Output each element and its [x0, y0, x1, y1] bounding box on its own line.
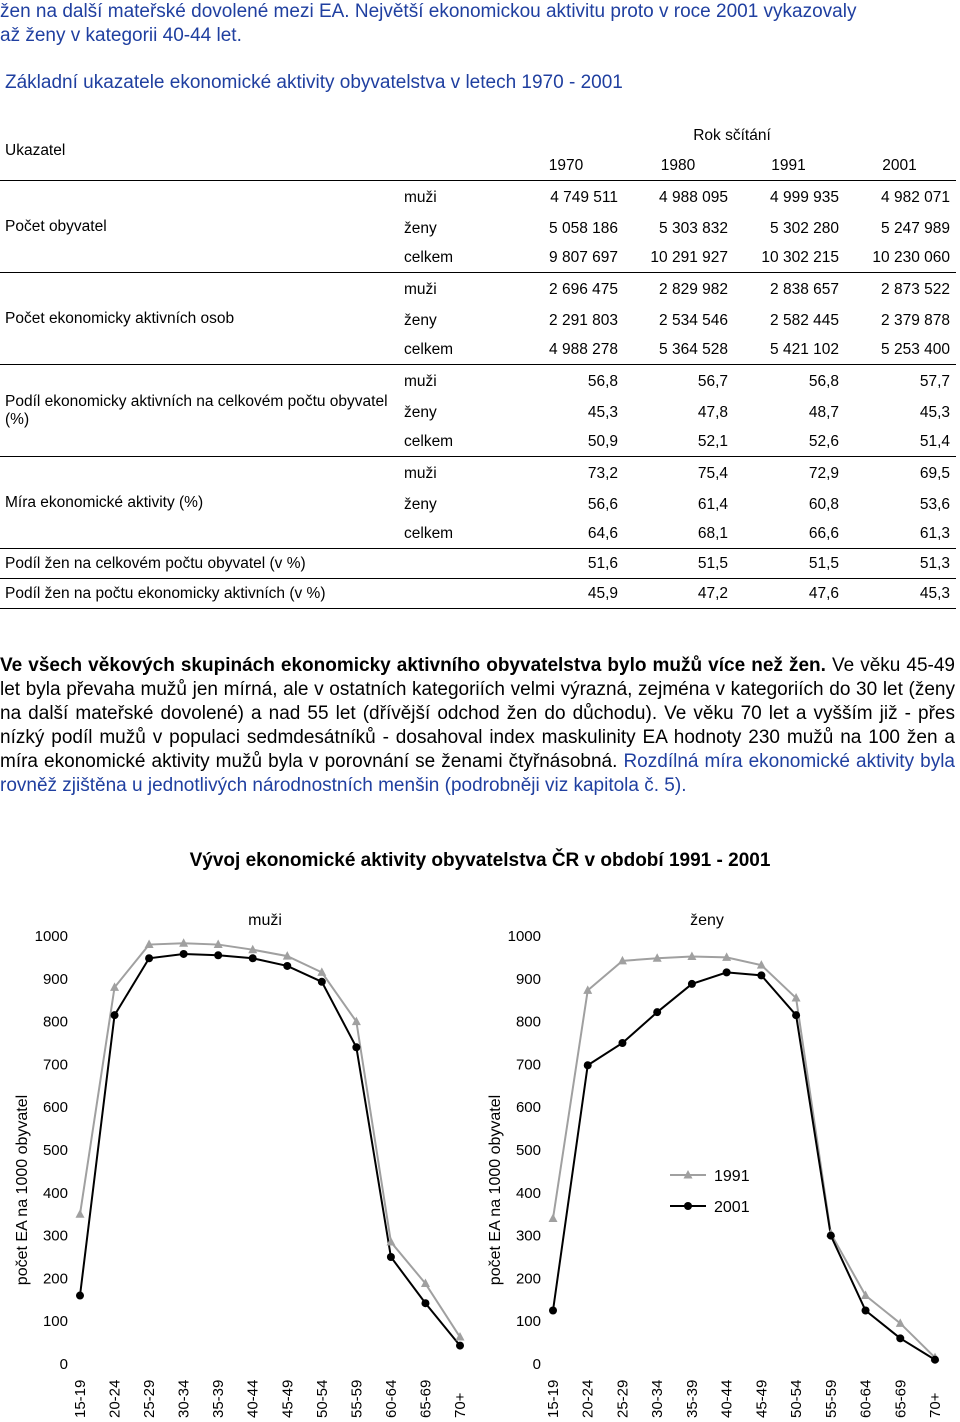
x-tick-label: 25-29 — [614, 1379, 632, 1418]
x-tick-label: 40-44 — [718, 1379, 736, 1418]
paragraph-bold: Ve všech věkových skupinách ekonomicky aktivního obyvatelstva bylo mužů více než žen. — [0, 655, 826, 676]
y-tick-label: 800 — [42, 1013, 68, 1031]
table-cell: 2 534 546 — [659, 312, 728, 329]
y-tick-label: 200 — [515, 1270, 541, 1288]
indicator-label: Počet obyvatel — [0, 181, 400, 273]
table-cell: 45,9 — [510, 579, 624, 609]
sex-label: muži — [404, 281, 437, 298]
table-cell: 2 582 445 — [770, 312, 839, 329]
table-cell: 2 291 803 — [549, 312, 618, 329]
y-tick-label: 700 — [515, 1056, 541, 1074]
data-point-1991 — [549, 1213, 558, 1222]
sex-label: ženy — [404, 404, 437, 421]
table-cell: 66,6 — [734, 519, 845, 549]
sex-label: muži — [404, 189, 437, 206]
indicator-label: Podíl žen na celkovém počtu obyvatel (v %) — [0, 549, 510, 579]
table-cell: 73,2 — [587, 465, 618, 482]
data-point-2001 — [145, 954, 153, 962]
data-point-2001 — [618, 1039, 626, 1047]
x-tick-label: 55-59 — [822, 1379, 840, 1418]
sex-label: celkem — [400, 519, 510, 549]
y-tick-label: 400 — [42, 1184, 68, 1202]
x-tick-label: 60-64 — [382, 1379, 400, 1418]
table-cell: 45,3 — [845, 579, 956, 609]
x-tick-label: 20-24 — [579, 1379, 597, 1418]
paragraph-part-1: Ve věku 45-49 let byla převaha mužů jen mírná, ale v ostatních kategoriích velmi výrazná, zejména v kategoriích do 30 let (ženy na další mateřské dovolené) a nad 55 let (dřívější odchod žen do důchodu). — [0, 655, 955, 724]
x-tick-label: 25-29 — [141, 1379, 159, 1418]
data-point-2001 — [352, 1043, 360, 1051]
y-tick-label: 200 — [42, 1270, 68, 1288]
intro-line-1: žen na další mateřské dovolené mezi EA. Největší ekonomickou aktivitu proto v roce 2001 vykazovaly — [0, 1, 857, 22]
data-point-2001 — [180, 950, 188, 958]
x-tick-label: 55-59 — [348, 1379, 366, 1418]
sex-label: muži — [404, 465, 437, 482]
table-cell: 9 807 697 — [510, 243, 624, 273]
y-tick-label: 1000 — [34, 928, 68, 945]
x-tick-label: 50-54 — [313, 1379, 331, 1418]
table-cell: 64,6 — [510, 519, 624, 549]
y-tick-label: 300 — [515, 1227, 541, 1245]
table-cell: 2 838 657 — [770, 281, 839, 298]
charts-title: Vývoj ekonomické aktivity obyvatelstva ČR v období 1991 - 2001 — [189, 850, 771, 871]
table-cell: 4 999 935 — [770, 189, 839, 206]
data-point-2001 — [931, 1356, 939, 1364]
y-tick-label: 100 — [42, 1313, 68, 1331]
table-cell: 47,8 — [697, 404, 728, 421]
y-tick-label: 500 — [42, 1142, 68, 1159]
year-header: 1991 — [734, 150, 845, 181]
table-cell: 51,3 — [845, 549, 956, 579]
data-point-2001 — [896, 1334, 904, 1342]
data-point-2001 — [249, 954, 257, 962]
intro-line-2: až ženy v kategorii 40-44 let. — [0, 25, 242, 46]
y-tick-label: 0 — [59, 1356, 68, 1373]
y-tick-label: 400 — [515, 1184, 541, 1202]
data-point-2001 — [653, 1008, 661, 1016]
year-header: 2001 — [845, 150, 956, 181]
series-line-1991 — [553, 957, 935, 1358]
data-point-2001 — [688, 980, 696, 988]
sex-label: celkem — [400, 427, 510, 457]
data-point-2001 — [214, 951, 222, 959]
x-tick-label: 70+ — [452, 1392, 469, 1418]
y-tick-label: 1000 — [507, 928, 541, 945]
table-cell: 5 058 186 — [549, 220, 618, 237]
table-cell: 2 696 475 — [549, 281, 618, 298]
x-tick-label: 35-39 — [210, 1379, 228, 1418]
table-cell: 52,1 — [624, 427, 734, 457]
table-cell: 48,7 — [808, 404, 839, 421]
series-line-2001 — [553, 972, 935, 1359]
data-point-2001 — [387, 1253, 395, 1261]
x-tick-label: 40-44 — [244, 1379, 262, 1418]
table-cell: 51,5 — [624, 549, 734, 579]
table-cell: 45,3 — [587, 404, 618, 421]
x-tick-label: 70+ — [927, 1392, 944, 1418]
y-axis-label: počet EA na 1000 obyvatel — [487, 1094, 504, 1286]
table-cell: 51,6 — [510, 549, 624, 579]
table-cell: 51,5 — [734, 549, 845, 579]
table-cell: 50,9 — [510, 427, 624, 457]
y-axis-label: počet EA na 1000 obyvatel — [14, 1094, 31, 1286]
table-cell: 56,8 — [587, 373, 618, 390]
x-tick-label: 60-64 — [857, 1379, 875, 1418]
sex-label: ženy — [404, 496, 437, 513]
table-cell: 45,3 — [919, 404, 950, 421]
year-header: 1970 — [510, 150, 624, 181]
legend-marker-2001 — [684, 1202, 692, 1210]
data-point-1991 — [76, 1209, 85, 1218]
table-cell: 4 988 095 — [659, 189, 728, 206]
indicator-label: Počet ekonomicky aktivních osob — [0, 273, 400, 365]
table-cell: 10 230 060 — [845, 243, 956, 273]
x-tick-label: 15-19 — [545, 1379, 562, 1418]
table-cell: 47,6 — [734, 579, 845, 609]
table-cell: 61,4 — [697, 496, 728, 513]
table-cell: 4 982 071 — [881, 189, 950, 206]
series-line-1991 — [80, 943, 460, 1337]
y-tick-label: 500 — [515, 1142, 541, 1159]
rok-scitani-header: Rok sčítání — [693, 126, 771, 144]
table-cell: 5 247 989 — [881, 220, 950, 237]
indicator-label: Podíl žen na počtu ekonomicky aktivních (v %) — [0, 579, 510, 609]
y-tick-label: 300 — [42, 1227, 68, 1245]
x-tick-label: 15-19 — [72, 1379, 89, 1418]
ukazatel-header: Ukazatel — [0, 120, 510, 181]
table-cell: 68,1 — [624, 519, 734, 549]
table-cell: 2 873 522 — [881, 281, 950, 298]
table-cell: 47,2 — [624, 579, 734, 609]
table-cell: 56,6 — [587, 496, 618, 513]
y-tick-label: 600 — [42, 1099, 68, 1117]
x-tick-label: 30-34 — [649, 1379, 667, 1418]
x-tick-label: 30-34 — [175, 1379, 193, 1418]
indicator-label: Podíl ekonomicky aktivních na celkovém počtu obyvatel (%) — [0, 365, 400, 457]
table-cell: 4 749 511 — [550, 189, 618, 206]
table-cell: 4 988 278 — [510, 335, 624, 365]
x-tick-label: 50-54 — [788, 1379, 806, 1418]
x-tick-label: 45-49 — [279, 1379, 297, 1418]
y-tick-label: 900 — [42, 970, 68, 988]
data-point-2001 — [827, 1232, 835, 1240]
chart-title: muži — [248, 912, 282, 929]
y-tick-label: 700 — [42, 1056, 68, 1074]
data-point-2001 — [283, 962, 291, 970]
paragraph-part-3: Rozdílná míra ekonomické aktivity byla rovněž zjištěna u jednotlivých národnostních menšin (podrobněji viz kapitola č. 5). — [0, 751, 955, 796]
sex-label: celkem — [400, 335, 510, 365]
data-point-2001 — [792, 1011, 800, 1019]
x-tick-label: 65-69 — [417, 1379, 435, 1418]
data-point-2001 — [549, 1307, 557, 1315]
data-point-2001 — [318, 978, 326, 986]
table-cell: 52,6 — [734, 427, 845, 457]
table-cell: 10 302 215 — [734, 243, 845, 273]
table-cell: 69,5 — [919, 465, 950, 482]
data-point-2001 — [723, 968, 731, 976]
y-tick-label: 100 — [515, 1313, 541, 1331]
table-cell: 57,7 — [919, 373, 950, 390]
y-tick-label: 800 — [515, 1013, 541, 1031]
table-cell: 5 253 400 — [845, 335, 956, 365]
x-tick-label: 45-49 — [753, 1379, 771, 1418]
series-line-2001 — [80, 954, 460, 1346]
data-point-2001 — [456, 1342, 464, 1350]
x-tick-label: 20-24 — [106, 1379, 124, 1418]
sex-label: ženy — [404, 220, 437, 237]
chart-title: ženy — [690, 912, 724, 929]
y-tick-label: 0 — [532, 1356, 541, 1373]
y-tick-label: 600 — [515, 1099, 541, 1117]
legend-label: 2001 — [714, 1199, 750, 1216]
data-point-2001 — [862, 1307, 870, 1315]
table-cell: 5 302 280 — [770, 220, 839, 237]
table-cell: 10 291 927 — [624, 243, 734, 273]
table-cell: 56,7 — [697, 373, 728, 390]
data-point-2001 — [757, 971, 765, 979]
x-tick-label: 65-69 — [892, 1379, 910, 1418]
table-title: Základní ukazatele ekonomické aktivity obyvatelstva v letech 1970 - 2001 — [5, 72, 623, 93]
data-point-2001 — [584, 1061, 592, 1069]
table-cell: 75,4 — [697, 465, 728, 482]
table-cell: 53,6 — [919, 496, 950, 513]
table-cell: 5 421 102 — [734, 335, 845, 365]
table-cell: 61,3 — [845, 519, 956, 549]
indicator-label: Míra ekonomické aktivity (%) — [0, 457, 400, 549]
sex-label: muži — [404, 373, 437, 390]
paragraph-part-2: Ve věku 70 let a vyšším již - přes nízký podíl mužů v populaci sedmdesátníků - dosahoval index maskulinity EA hodnoty 230 mužů na 100 žen a míra ekonomické aktivity mužů byla v porovnání se ženami čtyřnásobná. — [0, 703, 955, 772]
table-cell: 72,9 — [808, 465, 839, 482]
sex-label: celkem — [400, 243, 510, 273]
year-header: 1980 — [624, 150, 734, 181]
data-point-2001 — [421, 1299, 429, 1307]
table-cell: 60,8 — [808, 496, 839, 513]
y-tick-label: 900 — [515, 970, 541, 988]
table-cell: 2 829 982 — [659, 281, 728, 298]
sex-label: ženy — [404, 312, 437, 329]
x-tick-label: 35-39 — [683, 1379, 701, 1418]
table-cell: 2 379 878 — [881, 312, 950, 329]
table-cell: 56,8 — [808, 373, 839, 390]
table-cell: 51,4 — [845, 427, 956, 457]
data-point-2001 — [76, 1292, 84, 1300]
table-cell: 5 364 528 — [624, 335, 734, 365]
legend-label: 1991 — [714, 1168, 750, 1185]
data-point-2001 — [111, 1011, 119, 1019]
table-cell: 5 303 832 — [659, 220, 728, 237]
